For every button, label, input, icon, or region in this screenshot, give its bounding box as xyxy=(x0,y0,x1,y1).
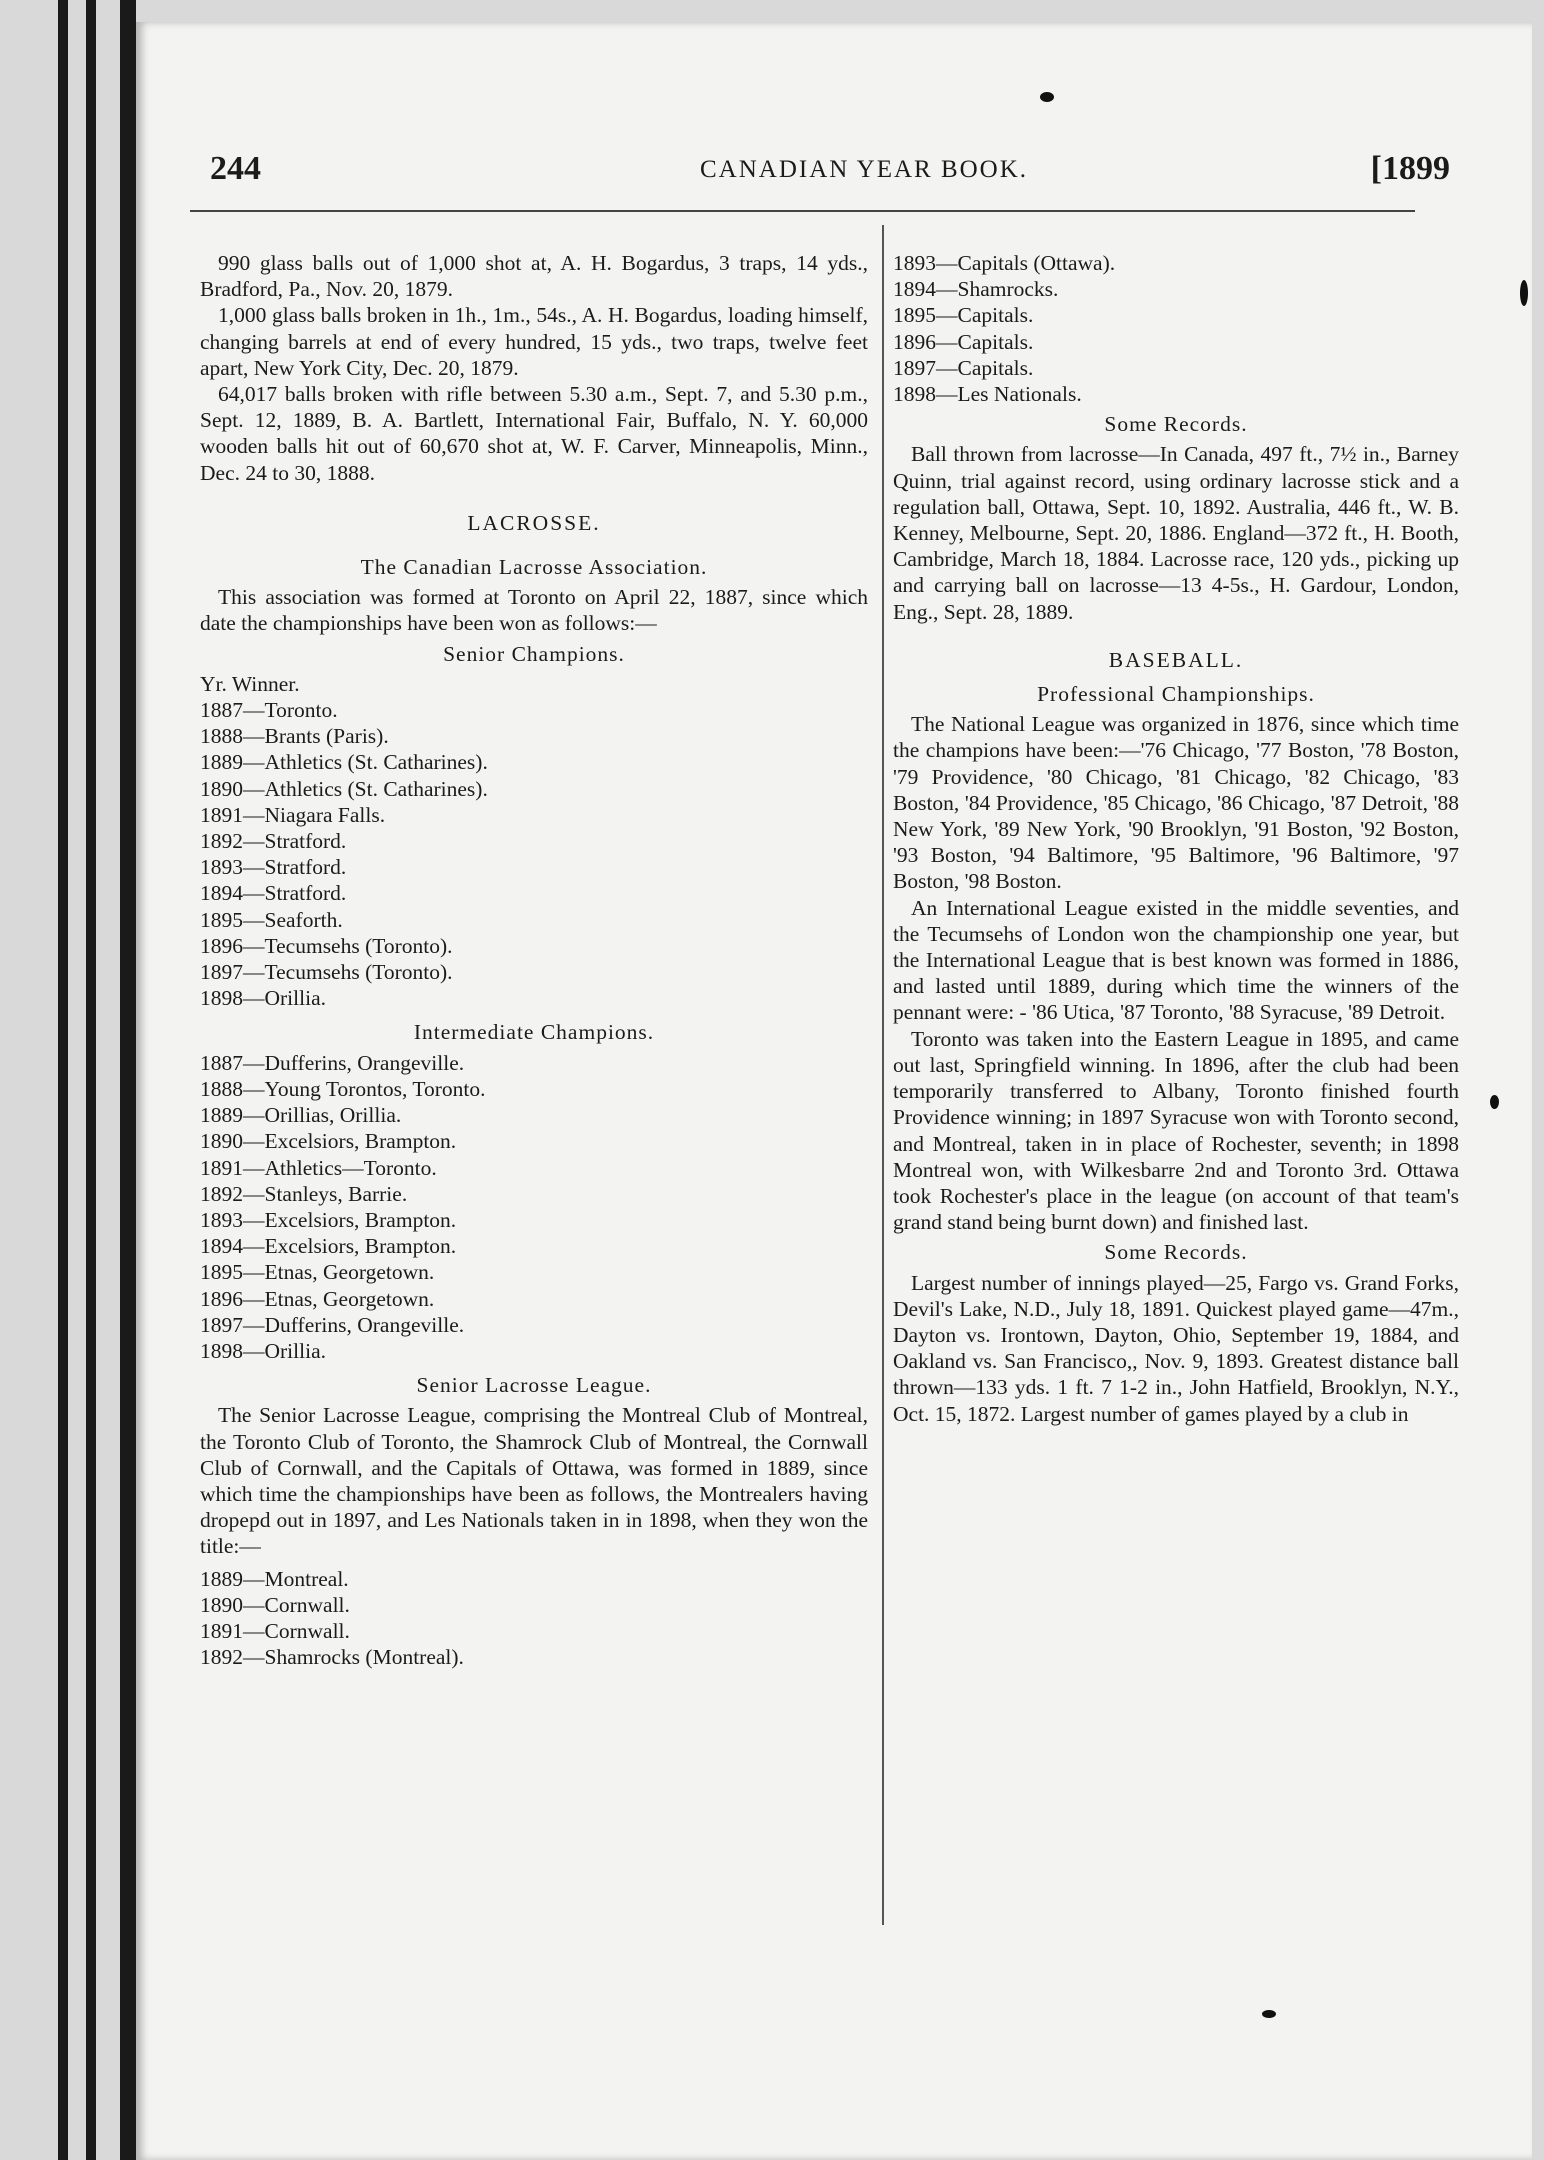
subheading: Senior Champions. xyxy=(443,641,625,666)
paragraph: The Senior Lacrosse League, comprising the Montreal Club of Montreal, the Toronto Club of Toronto, the Shamrock Club of Montreal, the Cornwall Club of Cornwall, and the Capitals of Ottawa, was formed in 1889, since which time the championships have been as follows, the Montrealers having dropepd out in 1897, and Les Nationals taken in in 1898, when they won the title:— xyxy=(200,1403,868,1559)
list-item: 1892—Shamrocks (Montreal). xyxy=(200,1645,464,1670)
subheading: The Canadian Lacrosse Association. xyxy=(360,555,708,580)
list-item: 1888—Young Torontos, Toronto. xyxy=(200,1076,486,1101)
subheading: Professional Championships. xyxy=(1037,682,1315,707)
paragraph: 990 glass balls out of 1,000 shot at, A. H. Bogardus, 3 traps, 14 yds., Bradford, Pa., Nov. 20, 1879. xyxy=(200,251,868,302)
book-edge xyxy=(58,0,68,2160)
list-item: 1891—Niagara Falls. xyxy=(200,802,386,827)
page-header xyxy=(210,150,1450,210)
list-item: 1898—Orillia. xyxy=(200,986,326,1011)
paragraph: This association was formed at Toronto on April 22, 1887, since which date the championships have been won as follows:— xyxy=(200,585,868,636)
list-item: 1893—Capitals (Ottawa). xyxy=(893,251,1116,275)
list-item: 1890—Cornwall. xyxy=(200,1592,350,1617)
paragraph: Largest number of innings played—25, Fargo vs. Grand Forks, Devil's Lake, N.D., July 18, 1891. Quickest played game—47m., Dayton vs. Irontown, Dayton, Ohio, September 19, 1884, and Oakland vs. San Francisco,, Nov. 9, 1893. Greatest distance ball thrown—133 yds. 1 ft. 7 1-2 in., John Hatfield, Brooklyn, N.Y., Oct. 15, 1872. Largest number of games played by a club in xyxy=(893,1270,1459,1426)
list-item: 1898—Les Nationals. xyxy=(893,382,1082,407)
list-item: 1887—Toronto. xyxy=(200,698,338,723)
column-divider xyxy=(882,225,884,1925)
page-number: 244 xyxy=(210,150,261,187)
list-item: 1894—Shamrocks. xyxy=(893,277,1059,302)
intermediate-champions-list xyxy=(200,1050,868,1364)
list-item: 1887—Dufferins, Orangeville. xyxy=(200,1050,465,1075)
paragraph: Toronto was taken into the Eastern League in 1895, and came out last, Springfield winning. In 1896, after the club had been temporarily transferred to Albany, Toronto finished fourth Providence winning; in 1897 Syracuse won with Toronto second, and Montreal, taken in in place of Rochester, seventh; in 1898 Montreal won, with Wilkesbarre 2nd and Toronto 3rd. Ottawa took Rochester's place in the league (on account of that team's grand stand being burnt down) and finished last. xyxy=(893,1026,1459,1235)
list-item: 1889—Orillias, Orillia. xyxy=(200,1103,402,1128)
list-item: 1893—Excelsiors, Brampton. xyxy=(200,1207,457,1232)
senior-league-list xyxy=(200,1566,868,1671)
list-item: 1894—Excelsiors, Brampton. xyxy=(200,1234,457,1259)
list-item: 1897—Dufferins, Orangeville. xyxy=(200,1312,465,1337)
list-item: 1895—Etnas, Georgetown. xyxy=(200,1260,435,1285)
list-item: 1888—Brants (Paris). xyxy=(200,724,389,749)
section-heading: BASEBALL. xyxy=(1108,647,1244,672)
list-item: 1893—Stratford. xyxy=(200,855,347,880)
list-item: 1896—Capitals. xyxy=(893,329,1034,354)
paragraph: The National League was organized in 1876, since which time the champions have been:—'76 Chicago, '77 Boston, '78 Boston, '79 Providence, '80 Chicago, '81 Chicago, '82 Chicago, '83 Boston, '84 Providence, '85 Chicago, '86 Chicago, '87 Detroit, '88 New York, '89 New York, '90 Brooklyn, '91 Boston, '92 Boston, '93 Boston, '94 Baltimore, '95 Baltimore, '96 Baltimore, '97 Boston, '98 Boston. xyxy=(893,712,1459,894)
paragraph: 64,017 balls broken with rifle between 5.30 a.m., Sept. 7, and 5.30 p.m., Sept. 12, 1889, B. A. Bartlett, International Fair, Buffalo, N. Y. 60,000 wooden balls hit out of 60,670 shot at, W. F. Carver, Minneapolis, Minn., Dec. 24 to 30, 1888. xyxy=(200,382,868,485)
list-item: 1890—Excelsiors, Brampton. xyxy=(200,1129,457,1154)
subheading: Senior Lacrosse League. xyxy=(416,1373,652,1398)
paragraph: 1,000 glass balls broken in 1h., 1m., 54s., A. H. Bogardus, loading himself, changing barrels at end of every hundred, 15 yds., two traps, twelve feet apart, New York City, Dec. 20, 1879. xyxy=(200,303,868,380)
ink-speck xyxy=(1040,92,1054,102)
subheading: Some Records. xyxy=(1104,412,1248,437)
book-edge xyxy=(86,0,96,2160)
list-item: 1890—Athletics (St. Catharines). xyxy=(200,776,488,801)
header-rule xyxy=(190,210,1415,212)
senior-league-list-continued xyxy=(893,250,1459,407)
list-item: 1895—Capitals. xyxy=(893,303,1034,328)
section-heading: LACROSSE. xyxy=(467,510,601,535)
left-column xyxy=(200,250,868,1670)
ink-speck xyxy=(1490,1095,1499,1109)
page-year: [1899 xyxy=(1370,150,1450,187)
list-item: 1897—Capitals. xyxy=(893,355,1034,380)
list-item: 1889—Montreal. xyxy=(200,1566,349,1591)
running-title: CANADIAN YEAR BOOK. xyxy=(700,156,1029,183)
list-item: 1894—Stratford. xyxy=(200,881,347,906)
list-item: 1891—Cornwall. xyxy=(200,1618,350,1643)
list-item: 1892—Stanleys, Barrie. xyxy=(200,1181,408,1206)
book-edge xyxy=(120,0,136,2160)
list-item: 1892—Stratford. xyxy=(200,829,347,854)
list-item: 1889—Athletics (St. Catharines). xyxy=(200,750,488,775)
list-item: Yr. Winner. xyxy=(200,671,300,696)
right-column xyxy=(893,250,1459,1427)
paragraph: Ball thrown from lacrosse—In Canada, 497 ft., 7½ in., Barney Quinn, trial against record, using ordinary lacrosse stick and a regulation ball, Ottawa, Sept. 10, 1892. Australia, 446 ft., W. B. Kenney, Melbourne, Sept. 20, 1886. England—372 ft., H. Booth, Cambridge, March 18, 1884. Lacrosse race, 120 yds., picking up and carrying ball on lacrosse—13 4-5s., H. Gardour, London, Eng., Sept. 28, 1889. xyxy=(893,442,1459,624)
list-item: 1895—Seaforth. xyxy=(200,907,343,932)
paragraph: An International League existed in the middle seventies, and the Tecumsehs of London won the championship one year, but the International League that is best known was formed in 1886, and lasted until 1889, during which time the winners of the pennant were: - '86 Utica, '87 Toronto, '88 Syracuse, '89 Detroit. xyxy=(893,895,1459,1025)
list-item: 1896—Etnas, Georgetown. xyxy=(200,1286,435,1311)
list-item: 1896—Tecumsehs (Toronto). xyxy=(200,933,453,958)
senior-champions-list xyxy=(200,671,868,1012)
ink-speck xyxy=(1262,2010,1276,2018)
subheading: Some Records. xyxy=(1104,1240,1248,1265)
ink-speck xyxy=(1520,280,1528,306)
list-item: 1898—Orillia. xyxy=(200,1338,326,1363)
subheading: Intermediate Champions. xyxy=(413,1020,655,1045)
list-item: 1891—Athletics—Toronto. xyxy=(200,1155,437,1180)
list-item: 1897—Tecumsehs (Toronto). xyxy=(200,960,453,985)
